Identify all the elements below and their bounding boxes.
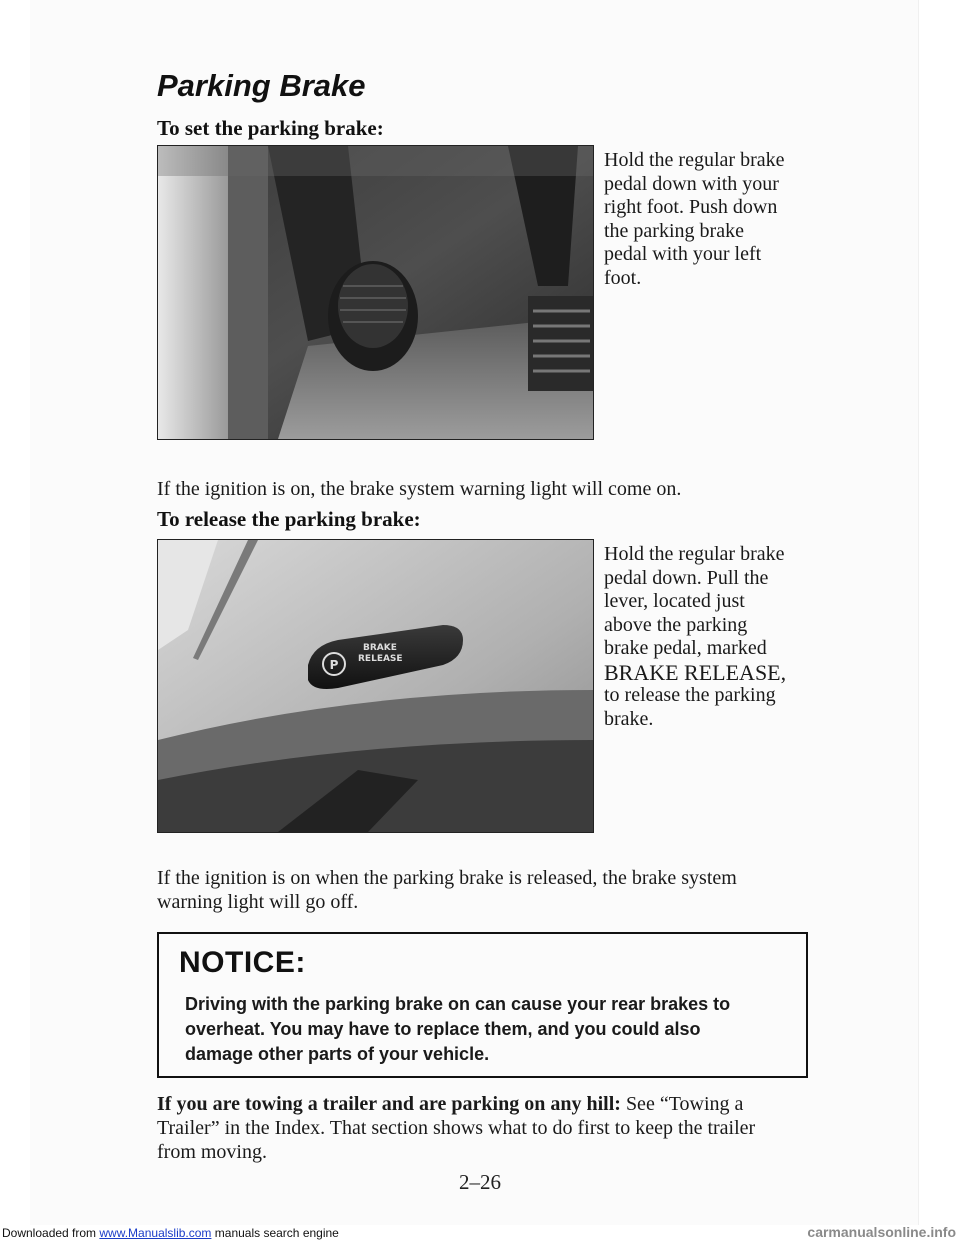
watermark: carmanualsonline.info xyxy=(807,1224,956,1240)
set-instructions xyxy=(604,149,784,290)
towing-line-1 xyxy=(157,1092,755,1116)
release-line-4: above the parking xyxy=(604,613,748,636)
release-line-2: pedal down. Pull the xyxy=(604,566,769,589)
notice-line-2: overheat. You may have to replace them, and you could also xyxy=(185,1019,701,1039)
towing-rest-1: See “Towing a xyxy=(620,1093,744,1115)
towing-line-3: from moving. xyxy=(157,1141,267,1163)
notice-body xyxy=(185,992,785,1067)
notice-title: NOTICE: xyxy=(179,946,306,979)
released-text xyxy=(157,866,737,914)
lever-label-brake: BRAKE xyxy=(363,643,397,653)
notice-line-1: Driving with the parking brake on can cause your rear brakes to xyxy=(185,994,731,1014)
set-line-2: pedal down with your xyxy=(604,172,779,195)
brake-release-lever-illustration xyxy=(158,540,593,832)
download-footer xyxy=(2,1226,339,1240)
towing-line-2: Trailer” in the Index. That section shows what to do first to keep the trailer xyxy=(157,1117,756,1139)
towing-paragraph xyxy=(157,1092,755,1164)
towing-lead: If you are towing a trailer and are parking on any hill: xyxy=(157,1093,621,1115)
set-line-1: Hold the regular brake xyxy=(604,149,785,171)
parking-brake-pedal-photo xyxy=(157,145,594,440)
release-line-6: to release the parking xyxy=(604,684,776,706)
lever-label-release: RELEASE xyxy=(358,654,403,664)
set-line-4: the parking brake xyxy=(604,219,744,242)
ignition-on-text: If the ignition is on, the brake system warning light will come on. xyxy=(157,478,682,500)
release-line-5: brake pedal, marked xyxy=(604,637,767,659)
footer-suffix: manuals search engine xyxy=(211,1226,339,1240)
set-line-5: pedal with your left xyxy=(604,243,762,265)
notice-box xyxy=(157,932,808,1078)
parking-brake-pedal-illustration xyxy=(158,146,593,439)
release-line-7: brake. xyxy=(604,707,654,730)
released-line-2: warning light will go off. xyxy=(157,891,359,913)
brake-release-label: BRAKE RELEASE, xyxy=(604,659,787,685)
brake-release-lever-photo xyxy=(157,539,594,833)
released-line-1: If the ignition is on when the parking brake is released, the brake system xyxy=(157,867,737,889)
manualslib-link[interactable]: www.Manualslib.com xyxy=(99,1226,212,1240)
set-parking-brake-heading: To set the parking brake: xyxy=(157,116,384,140)
release-line-1: Hold the regular brake xyxy=(604,543,785,565)
page-number: 2–26 xyxy=(459,1170,501,1194)
parking-symbol-icon: P xyxy=(329,658,339,672)
release-parking-brake-heading: To release the parking brake: xyxy=(157,507,421,531)
set-line-6: foot. xyxy=(604,266,642,289)
footer-prefix: Downloaded from xyxy=(2,1226,100,1240)
release-instructions xyxy=(604,543,786,731)
section-title: Parking Brake xyxy=(157,68,366,103)
set-line-3: right foot. Push down xyxy=(604,196,778,218)
notice-line-3: damage other parts of your vehicle. xyxy=(185,1044,490,1064)
release-line-3: lever, located just xyxy=(604,590,745,612)
